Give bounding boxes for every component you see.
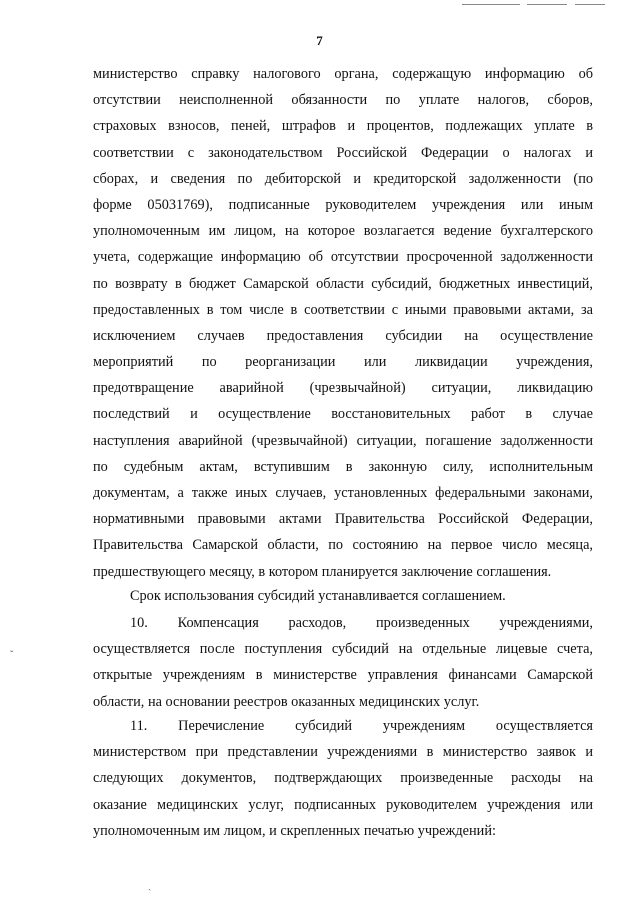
text-line: уполномоченным им лицом, и скрепленных печатью учреждений:	[93, 822, 496, 839]
text-line: нормативными правовыми актами Правительства Российской Федерации,	[93, 511, 593, 528]
text-line: форме 05031769), подписанные руководителем учреждения или иным	[93, 196, 593, 213]
paragraph-continued	[93, 61, 593, 585]
text-line: последствий и осуществление восстановительных работ в случае	[93, 406, 593, 423]
text-line: 10. Компенсация расходов, произведенных учреждениями,	[130, 615, 593, 631]
text-line: оказание медицинских услуг, подписанных руководителем учреждения или	[93, 796, 593, 813]
text-line: министерство справку налогового органа, содержащую информацию об	[93, 66, 593, 82]
scan-artifact-line	[462, 4, 520, 5]
text-line: министерством при представлении учреждениями в министерство заявок и	[93, 744, 593, 761]
scan-artifact-line	[575, 4, 605, 5]
text-line: Срок использования субсидий устанавливается соглашением.	[130, 588, 506, 604]
paragraph-subsidy-term	[93, 583, 593, 609]
text-line: соответствии с законодательством Российской Федерации о налогах и	[93, 144, 593, 161]
text-line: предотвращение аварийной (чрезвычайной) ситуации, ликвидацию	[93, 380, 593, 397]
text-line: следующих документов, подтверждающих произведенные расходы на	[93, 770, 593, 787]
text-line: предоставленных в том числе в соответствии с иными правовыми актами, за	[93, 301, 593, 318]
text-line: по возврату в бюджет Самарской области субсидий, бюджетных инвестиций,	[93, 275, 593, 292]
text-line: предшествующего месяцу, в котором планируется заключение соглашения.	[93, 563, 552, 580]
text-line: области, на основании реестров оказанных медицинских услуг.	[93, 693, 480, 710]
text-line: 11. Перечисление субсидий учреждениям осуществляется	[130, 718, 593, 734]
text-line: сборах, и сведения по дебиторской и кредиторской задолженности (по	[93, 170, 593, 187]
text-line: по судебным актам, вступившим в законную силу, исполнительным	[93, 458, 593, 475]
text-line: уполномоченным им лицом, на которое возлагается ведение бухгалтерского	[93, 223, 593, 240]
page-number: 7	[316, 33, 323, 48]
text-line: наступления аварийной (чрезвычайной) ситуации, погашение задолженности	[93, 432, 593, 449]
text-line: отсутствии неисполненной обязанности по уплате налогов, сборов,	[93, 92, 593, 109]
scan-speck: ˎ	[148, 880, 152, 891]
text-line: осуществляется после поступления субсидий на отдельные лицевые счета,	[93, 641, 593, 658]
scan-speck: ˇ	[10, 650, 14, 661]
text-line: учета, содержащие информацию об отсутствии просроченной задолженности	[93, 249, 593, 266]
text-line: открытые учреждениям в министерстве управления финансами Самарской	[93, 667, 593, 684]
scan-artifact-line	[527, 4, 567, 5]
text-line: страховых взносов, пеней, штрафов и процентов, подлежащих уплате в	[93, 118, 593, 135]
text-line: мероприятий по реорганизации или ликвидации учреждения,	[93, 354, 593, 371]
paragraph-item-10	[93, 610, 593, 715]
paragraph-item-11	[93, 713, 593, 844]
text-line: исключением случаев предоставления субсидии на осуществление	[93, 327, 593, 344]
text-line: Правительства Самарской области, по состоянию на первое число месяца,	[93, 537, 593, 554]
text-line: документам, а также иных случаев, установленных федеральными законами,	[93, 485, 593, 501]
